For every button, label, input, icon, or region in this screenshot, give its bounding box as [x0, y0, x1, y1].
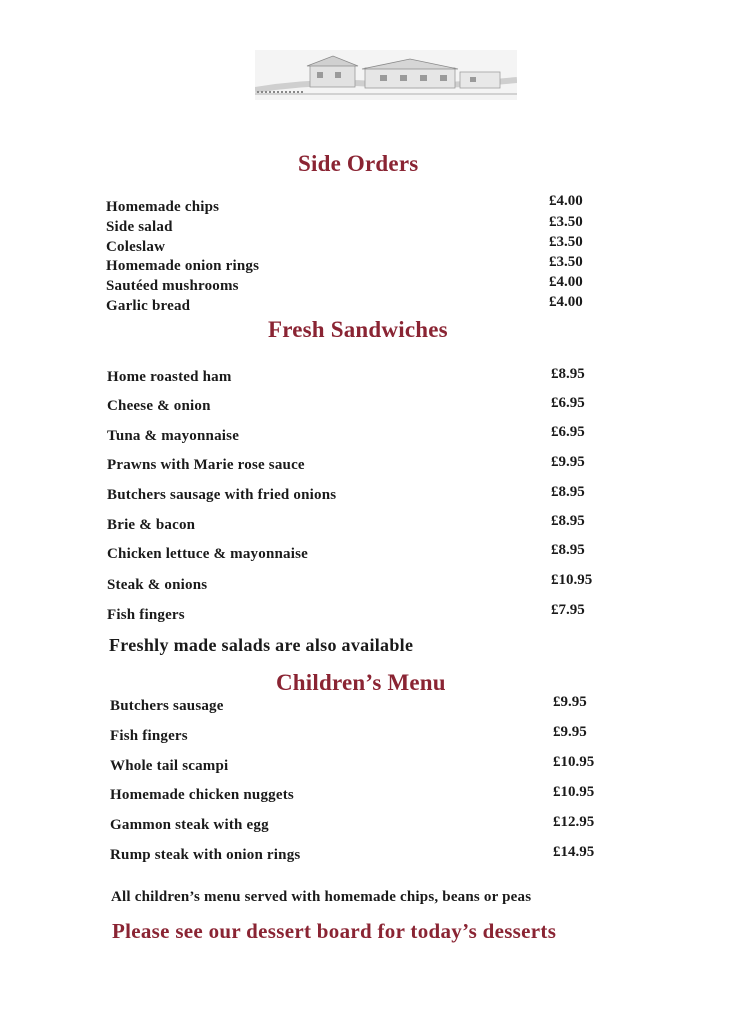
sandwich-name: Fish fingers — [107, 607, 185, 623]
sandwich-name: Cheese & onion — [107, 398, 211, 414]
side-order-name: Sautéed mushrooms — [106, 278, 239, 294]
pub-building-sketch-icon — [255, 50, 517, 100]
childrens-item-price: £9.95 — [553, 724, 587, 740]
side-order-name: Side salad — [106, 219, 173, 235]
sandwich-price: £8.95 — [551, 513, 585, 529]
side-order-price: £3.50 — [549, 214, 583, 230]
sandwich-price: £8.95 — [551, 484, 585, 500]
childrens-item-price: £9.95 — [553, 694, 587, 710]
childrens-item-name: Butchers sausage — [110, 698, 224, 714]
childrens-item-name: Gammon steak with egg — [110, 817, 269, 833]
childrens-item-price: £12.95 — [553, 814, 595, 830]
childrens-item-price: £10.95 — [553, 784, 595, 800]
side-order-name: Homemade chips — [106, 199, 220, 215]
side-orders-title: Side Orders — [298, 151, 419, 176]
side-order-price: £4.00 — [549, 294, 583, 310]
side-order-name: Coleslaw — [106, 239, 166, 255]
sandwich-price: £6.95 — [551, 395, 585, 411]
side-order-name: Garlic bread — [106, 298, 191, 314]
sandwich-name: Butchers sausage with fried onions — [107, 487, 337, 503]
childrens-menu-note: All children’s menu served with homemade chips, beans or peas — [111, 889, 532, 905]
sandwiches-title: Fresh Sandwiches — [268, 317, 448, 342]
sandwich-price: £6.95 — [551, 424, 585, 440]
sandwich-name: Home roasted ham — [107, 369, 232, 385]
dessert-board-note: Please see our dessert board for today’s desserts — [112, 919, 557, 943]
childrens-item-name: Fish fingers — [110, 728, 188, 744]
sandwich-name: Tuna & mayonnaise — [107, 428, 240, 444]
childrens-menu-title: Children’s Menu — [276, 670, 446, 695]
side-order-price: £4.00 — [549, 274, 583, 290]
sandwich-name: Steak & onions — [107, 577, 208, 593]
childrens-item-name: Rump steak with onion rings — [110, 847, 301, 863]
side-order-price: £3.50 — [549, 234, 583, 250]
childrens-item-name: Homemade chicken nuggets — [110, 787, 294, 803]
side-order-price: £3.50 — [549, 254, 583, 270]
sandwich-price: £7.95 — [551, 602, 585, 618]
side-order-price: £4.00 — [549, 193, 583, 209]
sandwich-price: £8.95 — [551, 542, 585, 558]
childrens-item-name: Whole tail scampi — [110, 758, 229, 774]
sandwich-name: Brie & bacon — [107, 517, 196, 533]
side-order-name: Homemade onion rings — [106, 258, 260, 274]
sandwich-price: £9.95 — [551, 454, 585, 470]
sandwich-price: £10.95 — [551, 572, 593, 588]
sandwich-name: Chicken lettuce & mayonnaise — [107, 546, 309, 562]
sandwich-price: £8.95 — [551, 366, 585, 382]
salads-note: Freshly made salads are also available — [109, 635, 414, 655]
childrens-item-price: £14.95 — [553, 844, 595, 860]
sandwich-name: Prawns with Marie rose sauce — [107, 457, 305, 473]
childrens-item-price: £10.95 — [553, 754, 595, 770]
